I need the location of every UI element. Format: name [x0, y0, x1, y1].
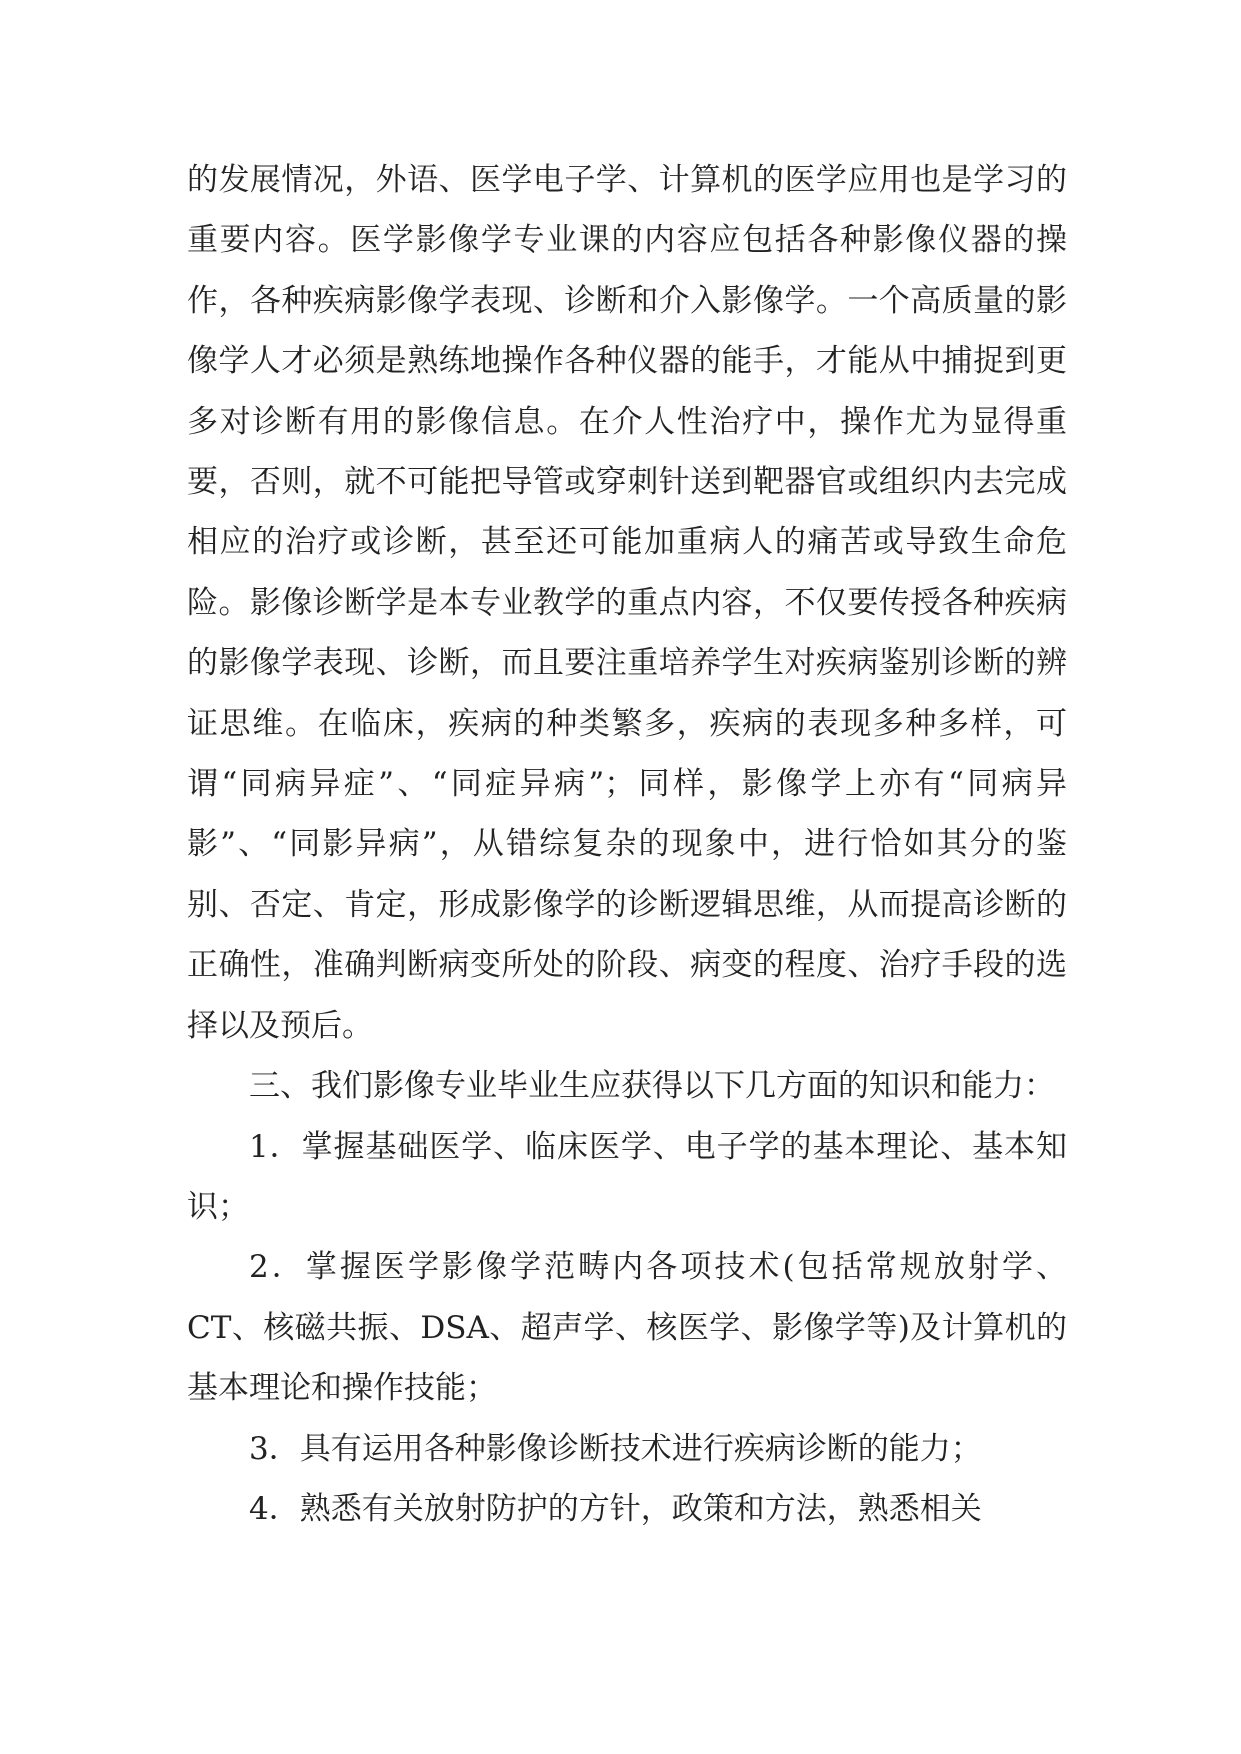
paragraph-section-three: 三、我们影像专业毕业生应获得以下几方面的知识和能力： [249, 1068, 1055, 1105]
body-text [187, 150, 1067, 1539]
list-item-2: 2．掌握医学影像学范畴内各项技术(包括常规放射学、CT、核磁共振、DSA、超声学、核医学、影像学等)及计算机的基本理论和操作技能； [187, 1249, 1067, 1407]
paragraph-continuation: 的发展情况，外语、医学电子学、计算机的医学应用也是学习的重要内容。医学影像学专业课的内容应包括各种影像仪器的操作，各种疾病影像学表现、诊断和介入影像学。一个高质量的影像学人才必须是熟练地操作各种仪器的能手，才能从中捕捉到更多对诊断有用的影像信息。在介人性治疗中，操作尤为显得重要，否则，就不可能把导管或穿刺针送到靶器官或组织内去完成相应的治疗或诊断，甚至还可能加重病人的痛苦或导致生命危险。影像诊断学是本专业教学的重点内容，不仅要传授各种疾病的影像学表现、诊断，而且要注重培养学生对疾病鉴别诊断的辨证思维。在临床，疾病的种类繁多，疾病的表现多种多样，可谓“同病异症”、“同症异病”；同样，影像学上亦有“同病异影”、“同影异病”，从错综复杂的现象中，进行恰如其分的鉴别、否定、肯定，形成影像学的诊断逻辑思维，从而提高诊断的正确性，准确判断病变所处的阶段、病变的程度、治疗手段的选择以及预后。 [187, 162, 1067, 1044]
list-item-3: 3．具有运用各种影像诊断技术进行疾病诊断的能力； [249, 1430, 982, 1467]
list-item-1: 1．掌握基础医学、临床医学、电子学的基本理论、基本知识； [187, 1128, 1067, 1225]
list-item-4: 4．熟悉有关放射防护的方针，政策和方法，熟悉相关 [249, 1490, 982, 1527]
